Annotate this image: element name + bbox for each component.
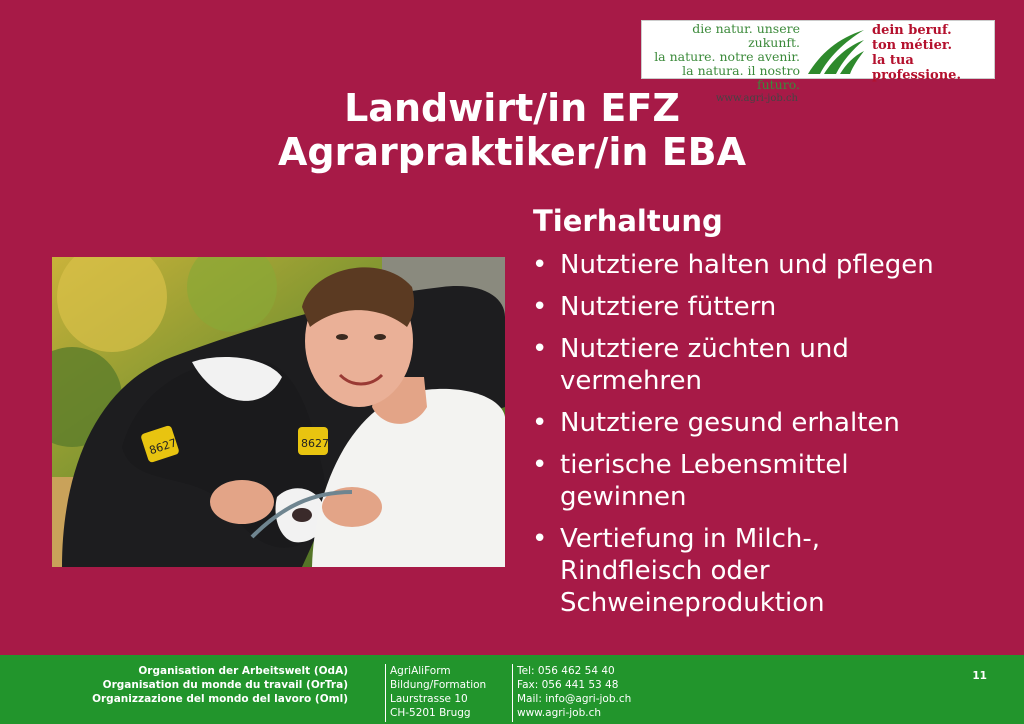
bullet-item [532, 407, 1012, 439]
page-number: 11 [972, 670, 987, 682]
bullet-list [532, 249, 1012, 629]
footer-address-line: AgriAliForm [390, 665, 451, 677]
bullet-item [532, 249, 1012, 281]
agri-job-logo [641, 20, 995, 104]
footer-address-line: Laurstrasse 10 [390, 693, 468, 705]
title-line: Agrarpraktiker/in EBA [277, 130, 747, 174]
field-stripes-icon [804, 24, 866, 76]
bullet-dot-icon: • [532, 250, 548, 280]
logo-url: www.agri-job.ch [715, 93, 798, 104]
photo-illustration [52, 257, 505, 567]
footer-org-line: Organisation der Arbeitswelt (OdA) [138, 665, 348, 677]
bullet-line: Nutztiere halten und pflegen [560, 250, 934, 280]
ear-tag-label: 8627 [301, 437, 329, 450]
bullet-item [532, 291, 1012, 323]
bullet-line: Schweineproduktion [560, 588, 825, 618]
bullet-item [532, 333, 1012, 397]
slide-title [0, 86, 1024, 174]
bullet-line: Nutztiere züchten und [560, 334, 849, 364]
footer-mail-link[interactable]: Mail: info@agri-job.ch [517, 693, 632, 705]
bullet-line: Nutztiere gesund erhalten [560, 408, 900, 438]
bullet-line: Vertiefung in Milch-, [560, 524, 821, 554]
footer-address-line: Bildung/Formation [390, 679, 487, 691]
footer-address-line: CH-5201 Brugg [390, 707, 471, 719]
bullet-line: vermehren [560, 366, 703, 396]
bullet-dot-icon: • [532, 524, 548, 554]
bullet-line: Rindfleisch oder [560, 556, 770, 586]
bullet-line: tierische Lebensmittel [560, 450, 849, 480]
logo-slogan-line: ton métier. [872, 38, 953, 53]
footer-fax: Fax: 056 441 53 48 [517, 679, 619, 691]
logo-tagline-line: la natura. il nostro futuro. [682, 63, 800, 92]
footer-phone: Tel: 056 462 54 40 [517, 665, 615, 677]
footer-contact [512, 664, 631, 722]
title-line: Landwirt/in EFZ [344, 86, 680, 130]
logo-slogan-line: dein beruf. [872, 23, 952, 38]
bullet-dot-icon: • [532, 408, 548, 438]
bullet-item [532, 449, 1012, 513]
bullet-dot-icon: • [532, 292, 548, 322]
footer-organisation [92, 664, 348, 706]
logo-tagline-line: la nature. notre avenir. [654, 49, 800, 64]
section-heading: Tierhaltung [533, 204, 723, 238]
footer [0, 655, 1024, 724]
footer-website-link[interactable]: www.agri-job.ch [517, 707, 602, 719]
bullet-dot-icon: • [532, 334, 548, 364]
farmer-with-cow-photo [52, 257, 505, 567]
bullet-item [532, 523, 1012, 619]
logo-slogan-line: la tua professione. [872, 53, 961, 83]
logo-tagline-line: die natur. unsere zukunft. [692, 21, 800, 50]
footer-address [385, 664, 486, 722]
logo-slogan [872, 23, 994, 83]
bullet-dot-icon: • [532, 450, 548, 480]
footer-org-line: Organisation du monde du travail (OrTra) [102, 679, 348, 691]
bullet-line: gewinnen [560, 482, 687, 512]
bullet-line: Nutztiere füttern [560, 292, 777, 322]
ear-tag-label: 8627 [147, 436, 179, 458]
footer-org-line: Organizzazione del mondo del lavoro (Oml) [92, 693, 348, 705]
